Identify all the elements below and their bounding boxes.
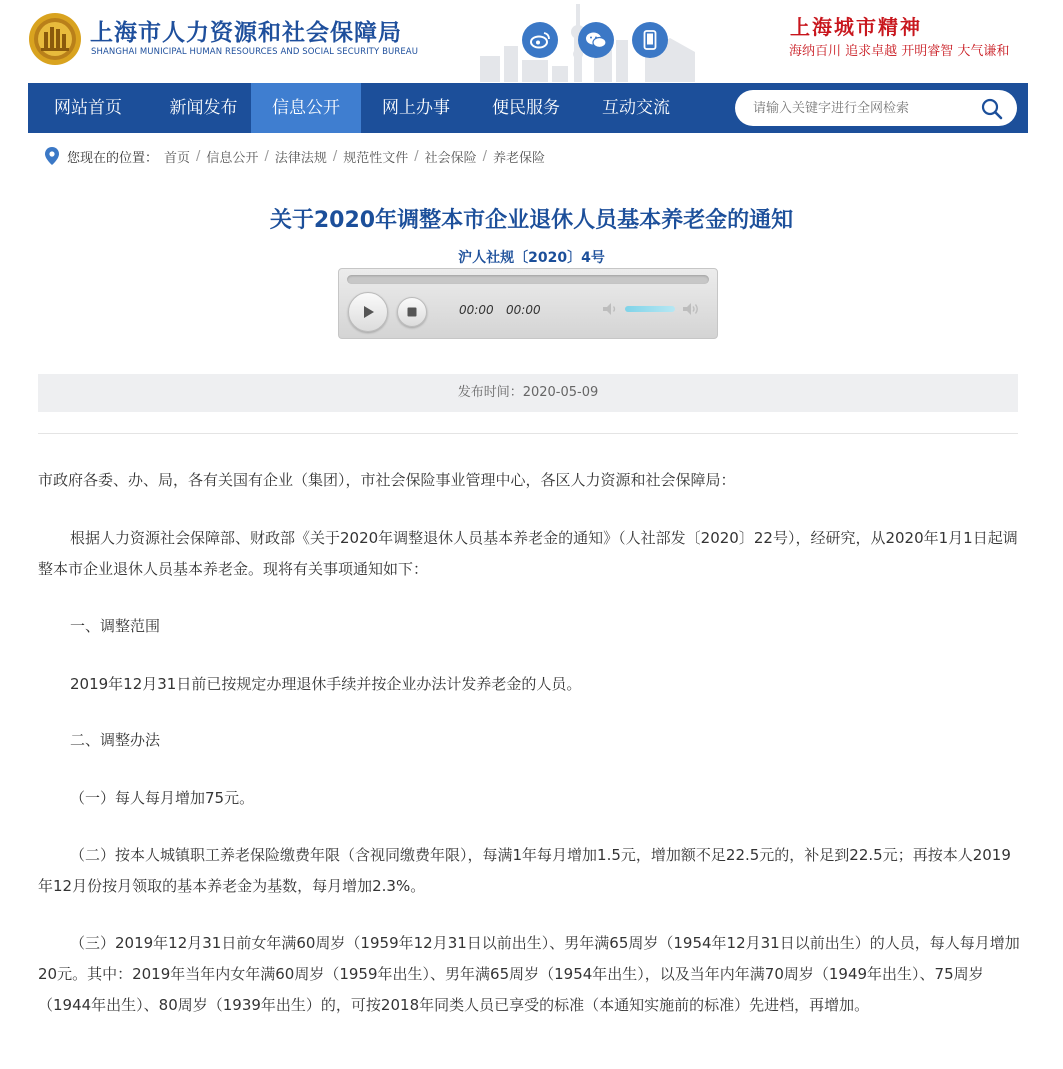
audio-progress-bar[interactable]	[347, 275, 709, 284]
wechat-icon	[585, 31, 607, 49]
volume-up-icon[interactable]	[682, 300, 700, 318]
slogan-subtitle: 海纳百川 追求卓越 开明睿智 大气谦和	[789, 44, 1010, 59]
search-box	[735, 90, 1017, 126]
search-icon[interactable]	[980, 97, 1004, 121]
weibo-icon	[529, 31, 551, 49]
weibo-button[interactable]	[522, 22, 558, 58]
stop-button[interactable]	[397, 297, 427, 327]
article-paragraph: （二）按本人城镇职工养老保险缴费年限（含视同缴费年限），每满1年每月增加1.5元，增加额不足22.5元的，补足到22.5元；再按本人2019年12月份按月领取的基本养老金为基数，每月增加2.3%。	[38, 846, 1011, 895]
audio-player	[338, 268, 718, 339]
emblem-logo-icon[interactable]	[28, 12, 82, 66]
publish-time: 发布时间：2020-05-09	[38, 374, 1018, 412]
main-nav	[28, 83, 1028, 133]
breadcrumb-home[interactable]: 首页	[164, 150, 191, 166]
nav-item-home[interactable]: 网站首页	[54, 98, 122, 118]
current-time: 00:00	[459, 303, 494, 317]
play-icon	[360, 304, 376, 320]
breadcrumb-social-insurance[interactable]: 社会保险	[424, 150, 477, 166]
volume-down-icon[interactable]	[601, 300, 619, 318]
nav-item-interaction[interactable]: 互动交流	[602, 98, 670, 118]
breadcrumb-laws[interactable]: 法律法规	[274, 150, 327, 166]
location-pin-icon	[45, 147, 59, 165]
document-number: 沪人社规〔2020〕4号	[458, 250, 605, 266]
nav-item-news[interactable]: 新闻发布	[169, 98, 238, 118]
slogan-title: 上海城市精神	[790, 15, 922, 39]
content-divider	[38, 433, 1018, 434]
wechat-button[interactable]	[578, 22, 614, 58]
mobile-icon	[643, 30, 657, 50]
site-name-cn[interactable]: 上海市人力资源和社会保障局	[90, 20, 402, 46]
article-paragraph: 根据人力资源社会保障部、财政部《关于2020年调整退休人员基本养老金的通知》（人社部发〔2020〕22号），经研究，从2020年1月1日起调整本市企业退休人员基本养老金。现将有关事项通知如下：	[38, 529, 1018, 578]
nav-item-info-disclosure[interactable]: 信息公开	[251, 83, 361, 133]
article-paragraph: 市政府各委、办、局，各有关国有企业（集团），市社会保险事业管理中心，各区人力资源和社会保障局：	[38, 471, 736, 489]
article-paragraph: 二、调整办法	[70, 731, 161, 749]
breadcrumb-label: 您现在的位置：	[67, 150, 159, 166]
article-paragraph: 一、调整范围	[70, 617, 161, 635]
breadcrumb-normative-docs[interactable]: 规范性文件	[343, 150, 409, 166]
site-header	[0, 0, 1063, 84]
breadcrumb-pension-insurance[interactable]: 养老保险	[493, 150, 546, 166]
duration: 00:00	[506, 303, 541, 317]
breadcrumb: 您现在的位置： 首页 / 信息公开 / 法律法规 / 规范性文件 / 社会保险 / 养老保险	[45, 147, 545, 165]
volume-slider[interactable]	[625, 306, 675, 312]
article-title: 关于2020年调整本市企业退休人员基本养老金的通知	[269, 208, 794, 233]
nav-item-online-services[interactable]: 网上办事	[382, 98, 450, 118]
breadcrumb-info-disclosure[interactable]: 信息公开	[206, 150, 259, 166]
play-button[interactable]	[348, 292, 388, 332]
mobile-button[interactable]	[632, 22, 668, 58]
article-paragraph: （三）2019年12月31日前女年满60周岁（1959年12月31日以前出生）、男年满65周岁（1954年12月31日以前出生）的人员，每人每月增加20元。其中：2019年当年内女年满60周岁（1959年出生）、男年满65周岁（1954年出生），以及当年内年满70周岁（1949年出生）、75周岁（1944年出生）、80周岁（1939年出生）的，可按2018年同类人员已享受的标准（本通知实施前的标准）先进档，再增加。	[38, 934, 1020, 1014]
site-name-en: SHANGHAI MUNICIPAL HUMAN RESOURCES AND SOCIAL SECURITY BUREAU	[91, 47, 419, 57]
article-paragraph: 2019年12月31日前已按规定办理退休手续并按企业办法计发养老金的人员。	[70, 675, 582, 693]
search-input[interactable]	[753, 90, 973, 126]
nav-item-public-services[interactable]: 便民服务	[492, 98, 560, 118]
stop-icon	[406, 306, 418, 318]
article-paragraph: （一）每人每月增加75元。	[70, 789, 255, 807]
